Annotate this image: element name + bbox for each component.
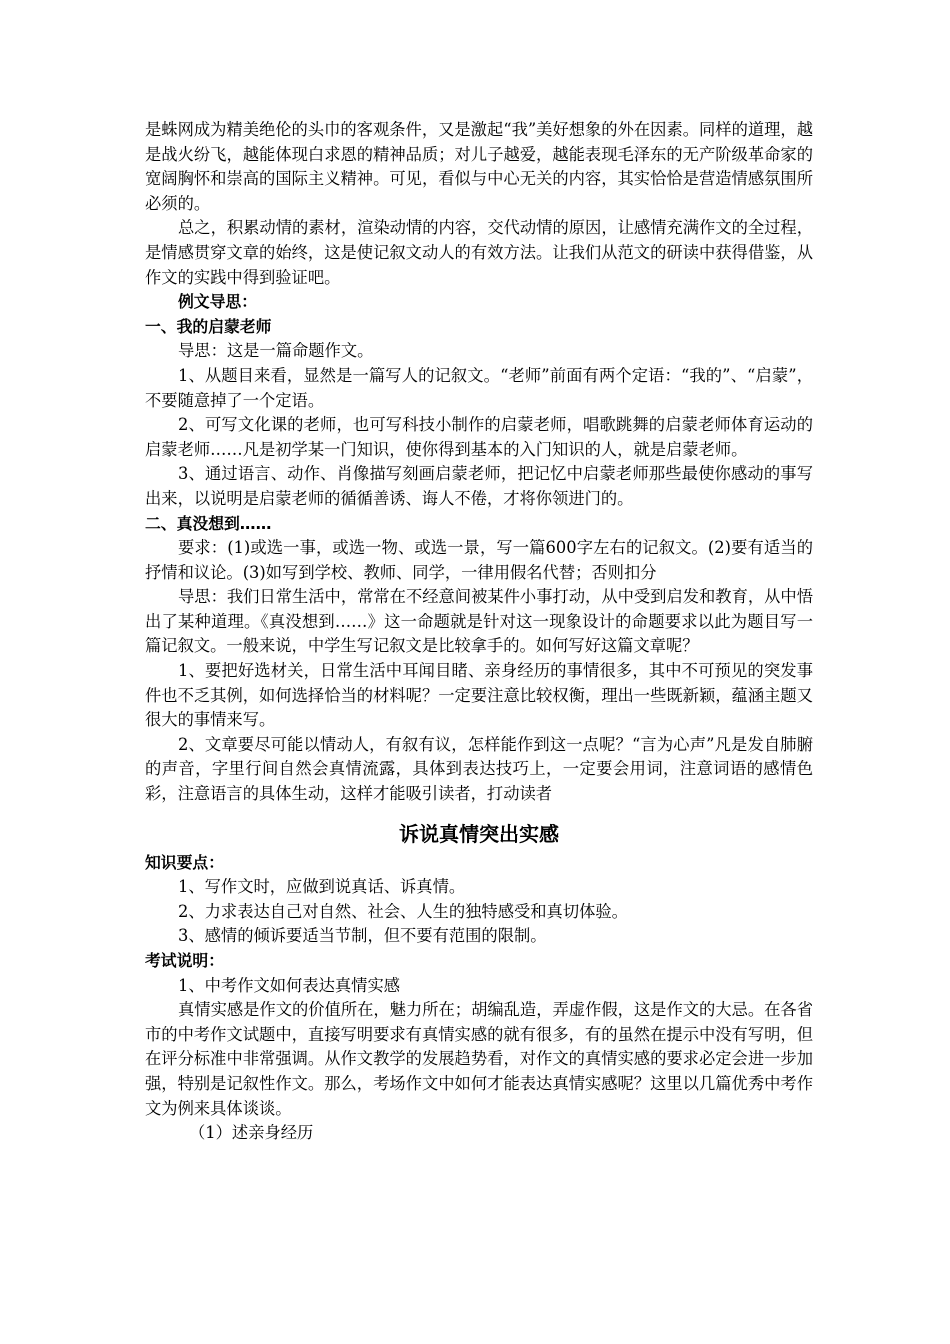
- section1-guide: 导思：这是一篇命题作文。: [178, 341, 374, 361]
- exam-heading: 考试说明：: [145, 951, 224, 970]
- example-heading: 例文导思：: [178, 292, 257, 312]
- article-title: 诉说真情突出实感: [399, 821, 559, 846]
- section2-guide: 导思：我们日常生活中，常常在不经意间被某件小事打动，从中受到启发和教育，从中悟出了某种道理。《真没想到……》这一命题就是针对这一现象设计的命题要求以此为题目写一篇记叙文。一般来说，中学生写记叙文是比较拿手的。如何写好这篇文章呢？: [145, 587, 813, 656]
- knowledge-item: 2、力求表达自己对自然、社会、人生的独特感受和真切体验。: [178, 901, 628, 921]
- knowledge-heading: 知识要点：: [145, 852, 224, 872]
- section2-point: 2、文章要尽可能以情动人，有叙有议，怎样能作到这一点呢？“言为心声”凡是发自肺腑的声音，字里行间自然会真情流露，具体到表达技巧上，一定要会用词，注意词语的感情色彩，注意语言的具体生动，这样才能吸引读者，打动读者: [145, 734, 813, 804]
- exam-subitem: （1）述亲身经历: [189, 1123, 314, 1143]
- exam-item: 1、中考作文如何表达真情实感: [178, 975, 401, 995]
- section2-heading: 二、真没想到……: [145, 513, 272, 533]
- exam-body: 真情实感是作文的价值所在，魅力所在；胡编乱造，弄虚作假，这是作文的大忌。在各省市的中考作文试题中，直接写明要求有真情实感的就有很多，有的虽然在提示中没有写明，但在评分标准中非常强调。从作文教学的发展趋势看，对作文的真情实感的要求必定会进一步加强，特别是记叙性作文。那么，考场作文中如何才能表达真情实感呢？这里以几篇优秀中考作文为例来具体谈谈。: [145, 1000, 813, 1118]
- knowledge-item: 1、写作文时，应做到说真话、诉真情。: [178, 877, 466, 897]
- section2-point: 1、要把好选材关，日常生活中耳闻目睹、亲身经历的事情很多，其中不可预见的突发事件也不乏其例，如何选择恰当的材料呢？一定要注意比较权衡，理出一些既新颖，蕴涵主题又很大的事情来写。: [145, 661, 813, 730]
- paragraph-summary: 总之，积累动情的素材，渲染动情的内容，交代动情的原因，让感情充满作文的全过程，是情感贯穿文章的始终，这是使记叙文动人的有效方法。让我们从范文的研读中获得借鉴，从作文的实践中得到验证吧。: [145, 218, 813, 287]
- section1-point: 2、可写文化课的老师，也可写科技小制作的启蒙老师，唱歌跳舞的启蒙老师体育运动的启蒙老师……凡是初学某一门知识，使你得到基本的入门知识的人，就是启蒙老师。: [145, 415, 813, 459]
- document-page: [145, 118, 813, 1146]
- paragraph-intro-continuation: 是蛛网成为精美绝伦的头巾的客观条件，又是激起“我”美好想象的外在因素。同样的道理，越是战火纷飞，越能体现白求恩的精神品质；对儿子越爱，越能表现毛泽东的无产阶级革命家的宽阔胸怀和崇高的国际主义精神。可见，看似与中心无关的内容，其实恰恰是营造情感氛围所必须的。: [145, 120, 813, 213]
- section1-heading: 一、我的启蒙老师: [145, 316, 272, 336]
- knowledge-item: 3、感情的倾诉要适当节制，但不要有范围的限制。: [178, 926, 547, 946]
- section2-requirement: 要求：(1)或选一事，或选一物、或选一景，写一篇600字左右的记叙文。(2)要有适当的抒情和议论。(3)如写到学校、教师、同学，一律用假名代替；否则扣分: [145, 538, 813, 582]
- section1-point: 1、从题目来看，显然是一篇写人的记叙文。“老师”前面有两个定语：“我的”、“启蒙”，不要随意掉了一个定语。: [145, 365, 813, 410]
- section1-point: 3、通过语言、动作、肖像描写刻画启蒙老师，把记忆中启蒙老师那些最使你感动的事写出来，以说明是启蒙老师的循循善诱、诲人不倦，才将你领进门的。: [145, 464, 813, 508]
